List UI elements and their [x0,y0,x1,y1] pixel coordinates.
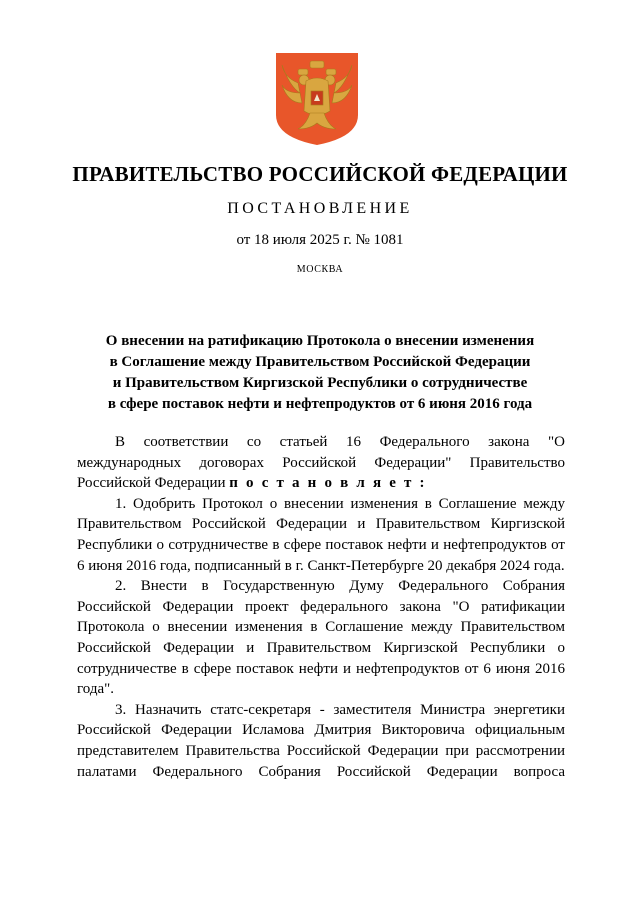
date-and-number: от 18 июля 2025 г. № 1081 [236,232,404,248]
preamble-paragraph [77,432,565,494]
heading-line: и Правительством Киргизской Республики о сотрудничестве [112,375,528,391]
item-2: 2. Внести в Государственную Думу Федерального Собрания Российской Федерации проект федерального закона "О ратификации Протокола о внесении изменения в Соглашение между Правительством Российской Федерации и Правительством Киргизской Республики о сотрудничестве в сфере поставок нефти и нефтепродуктов от 6 июня 2016 года". [77,578,565,698]
document-type: ПОСТАНОВЛЕНИЕ [227,200,413,217]
document-body [77,432,565,782]
item-3: 3. Назначить статс-секретаря - заместителя Министра энергетики Российской Федерации Исламова Дмитрия Викторовича официальным представителем Правительства Российской Федерации при рассмотрении палатами Федерального Собрания Российской Федерации вопроса [77,701,565,780]
preamble-text: В соответствии со статьей 16 Федерального закона "О международных договорах Российской Федерации" Правительство Российской Федерации [77,434,565,492]
city: МОСКВА [296,264,344,275]
document-heading [60,331,580,415]
heading-line: в Соглашение между Правительством Российской Федерации [109,354,531,370]
item-1: 1. Одобрить Протокол о внесении изменения в Соглашение между Правительством Российской Федерации и Правительством Киргизской Республики о сотрудничестве в сфере поставок нефти и нефтепродуктов от 6 июня 2016 года, подписанный в г. Санкт-Петербурге 20 декабря 2024 года. [77,495,565,574]
coat-of-arms-icon [276,53,358,145]
heading-line: в сфере поставок нефти и нефтепродуктов от 6 июня 2016 года [107,396,533,412]
government-title: ПРАВИТЕЛЬСТВО РОССИЙСКОЙ ФЕДЕРАЦИИ [72,162,568,186]
heading-line: О внесении на ратификацию Протокола о внесении изменения [105,333,535,349]
decree-word: п о с т а н о в л я е т : [229,475,427,492]
